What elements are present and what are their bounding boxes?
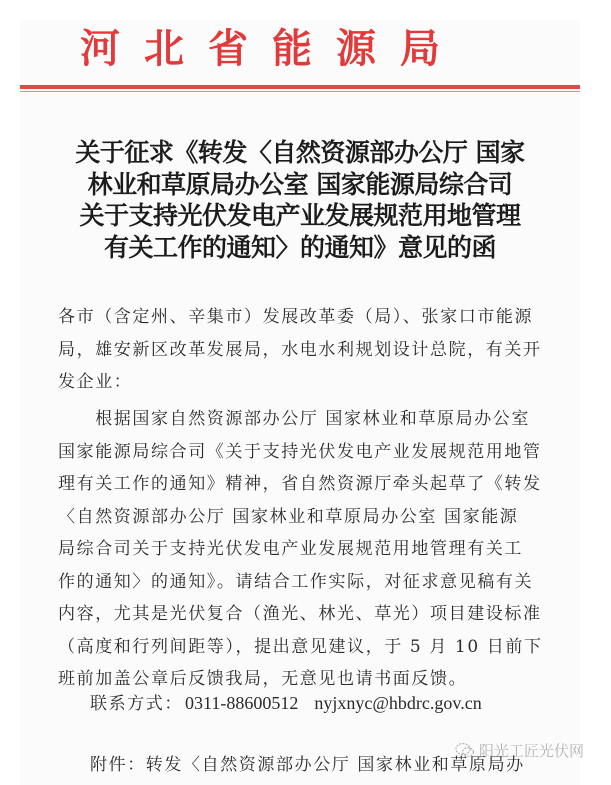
header-char: 北 (144, 25, 184, 72)
issuing-authority-header (80, 24, 440, 74)
body-line: 班前加盖公章后反馈我局，无意见也请书面反馈。 (58, 669, 468, 689)
addressee-line: 各市（含定州、辛集市）发展改革委（局）、张家口市能源 (58, 307, 534, 327)
contact-email: nyjxnyc@hbdrc.gov.cn (314, 693, 482, 713)
body-line: 〈自然资源部办公厅 国家林业和草原局办公室 国家能源 (58, 506, 519, 527)
body-line: 局综合司关于支持光伏发电产业发展规范用地管理有关工 (58, 539, 523, 559)
contact-line (90, 688, 482, 719)
header-char: 能 (272, 25, 312, 72)
body-line: 内容，尤其是光伏复合（渔光、林光、草光）项目建设标准 (58, 604, 542, 624)
header-char: 局 (400, 25, 440, 72)
body-line: 理有关工作的通知》精神，省自然资源厅牵头起草了《转发 (58, 474, 542, 494)
watermark-text: 阳光工匠光伏网 (479, 741, 585, 760)
title-line: 关于支持光伏发电产业发展规范用地管理 (79, 201, 521, 230)
document-title (20, 137, 580, 263)
addressee-line: 局，雄安新区改革发展局，水电水利规划设计总院，有关开 (58, 339, 542, 360)
body-line: （高度和行列间距等），提出意见建议，于 5 月 10 日前下 (58, 636, 543, 657)
contact-label: 联系方式： (90, 694, 183, 714)
wechat-icon (455, 742, 475, 758)
title-line: 林业和草原局办公室 国家能源局综合司 (87, 169, 513, 199)
header-divider-thick (20, 85, 580, 89)
addressee-block (58, 301, 558, 399)
attachment-line: 附件：转发〈自然资源部办公厅 国家林业和草原局办 (90, 755, 525, 775)
header-divider-thin (20, 91, 580, 92)
document-page (20, 20, 580, 785)
title-line: 有关工作的通知〉的通知》意见的函 (103, 232, 496, 262)
body-line: 作的通知〉的通知》。请结合工作实际，对征求意见稿有关 (58, 571, 534, 592)
header-char: 省 (208, 25, 248, 72)
body-line: 国家能源局综合司《关于支持光伏发电产业发展规范用地管 (58, 441, 542, 462)
source-watermark (455, 738, 584, 762)
body-paragraph (58, 403, 558, 696)
addressee-line: 发企业： (58, 372, 133, 392)
header-char: 河 (80, 25, 120, 72)
title-line: 关于征求《转发〈自然资源部办公厅 国家 (75, 138, 525, 167)
contact-phone: 0311-88600512 (185, 693, 299, 713)
header-char: 源 (336, 25, 376, 72)
body-line: 根据国家自然资源部办公厅 国家林业和草原局办公室 (58, 409, 531, 429)
